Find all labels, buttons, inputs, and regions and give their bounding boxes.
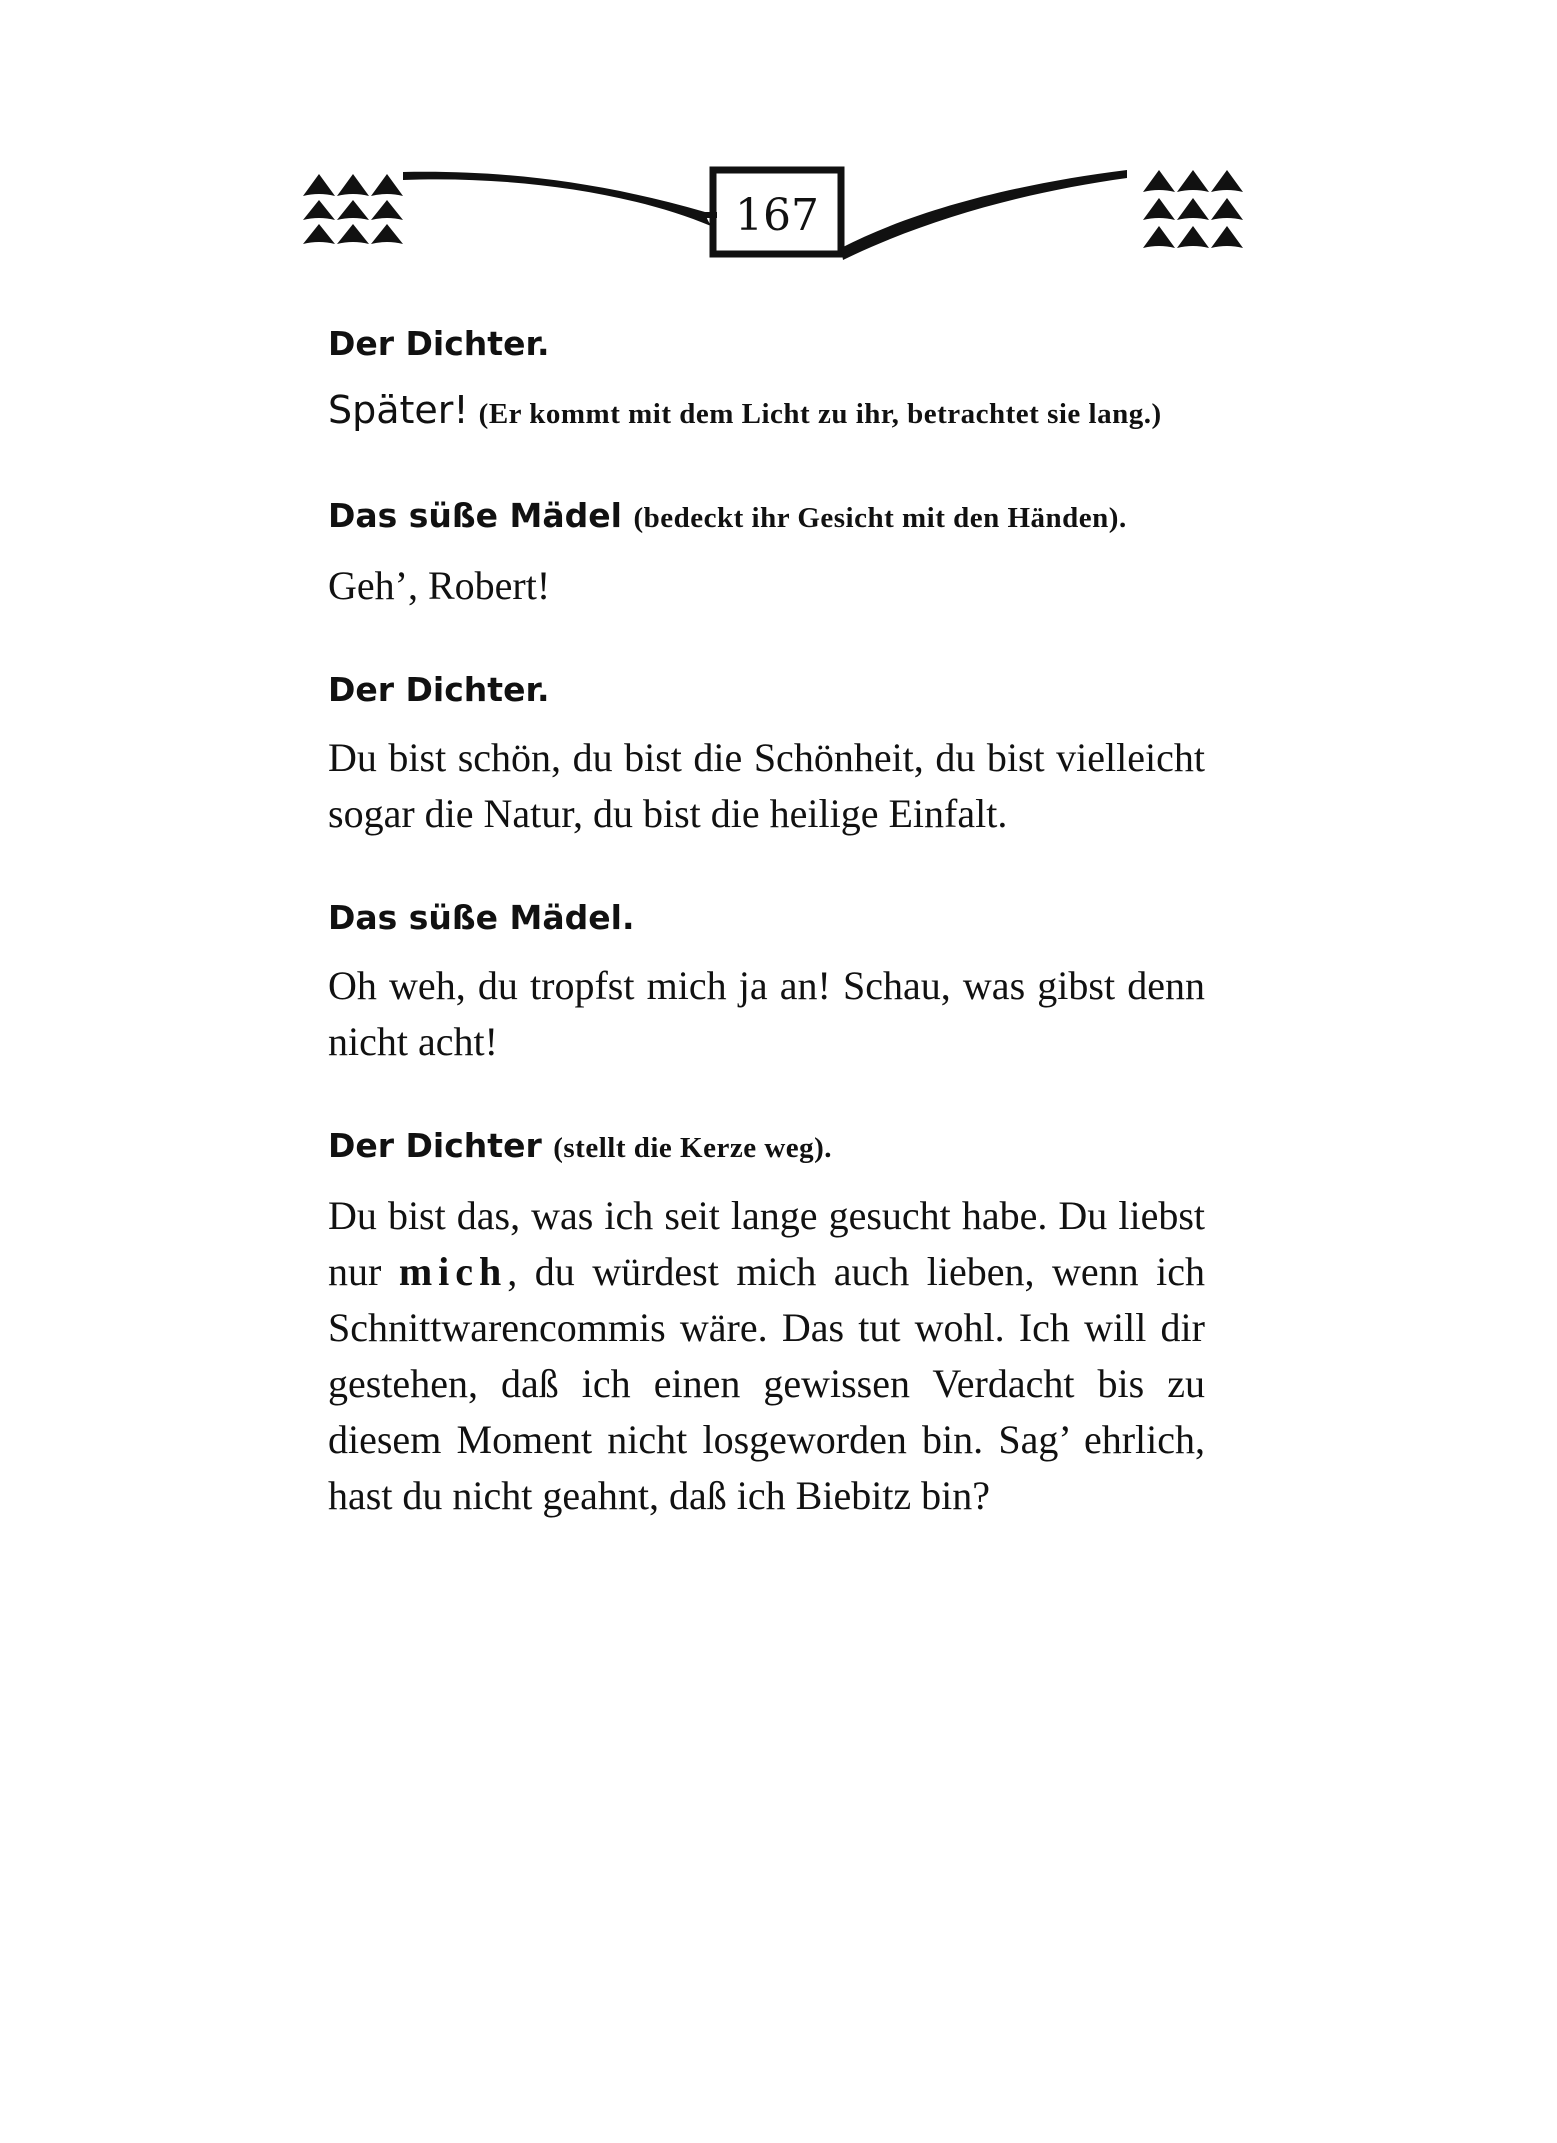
spade-cluster-icon <box>303 174 403 244</box>
speaker-name: Das süße Mädel <box>328 496 622 535</box>
page-header-ornament <box>295 160 1260 270</box>
page-body <box>328 322 1205 1524</box>
speaker-name: Der Dichter. <box>328 670 550 709</box>
speech-text: Du bist das, was ich seit lange gesucht habe. Du liebst nur <box>328 1193 1205 1294</box>
speech-text: Geh’, Robert! <box>328 563 551 608</box>
speech-text: Du bist schön, du bist die Schönheit, du bist vielleicht sogar die Natur, du bist die heilige Einfalt. <box>328 735 1205 836</box>
speech-emphasis: mich <box>398 1249 508 1294</box>
speech-line <box>328 384 1205 440</box>
speech-text: , du würdest mich auch lieben, wenn ich Schnittwarencommis wäre. Das tut wohl. Ich will dir gestehen, daß ich einen gewissen Verdacht bis zu diesem Moment nicht losgeworden bin. Sag’ ehrlich, hast du nicht geahnt, daß ich Biebitz bin? <box>328 1249 1205 1518</box>
speaker-line <box>328 494 1205 540</box>
speaker-name: Der Dichter. <box>328 324 550 363</box>
speech-text: Später! <box>328 388 469 432</box>
speaker-line <box>328 1124 1205 1170</box>
stage-direction: (bedeckt ihr Gesicht mit den Händen). <box>633 502 1127 534</box>
stage-direction: (stellt die Kerze weg). <box>553 1132 833 1164</box>
page-number: 167 <box>735 190 819 241</box>
spade-cluster-icon <box>1143 170 1243 248</box>
speech-text: Oh weh, du tropfst mich ja an! Schau, was gibst denn nicht acht! <box>328 963 1205 1064</box>
speaker-name: Das süße Mädel. <box>328 898 635 937</box>
speech-paragraph <box>328 1188 1205 1524</box>
speaker-name: Der Dichter <box>328 1126 542 1165</box>
stage-direction: (Er kommt mit dem Licht zu ihr, betrachtet sie lang.) <box>478 398 1162 430</box>
